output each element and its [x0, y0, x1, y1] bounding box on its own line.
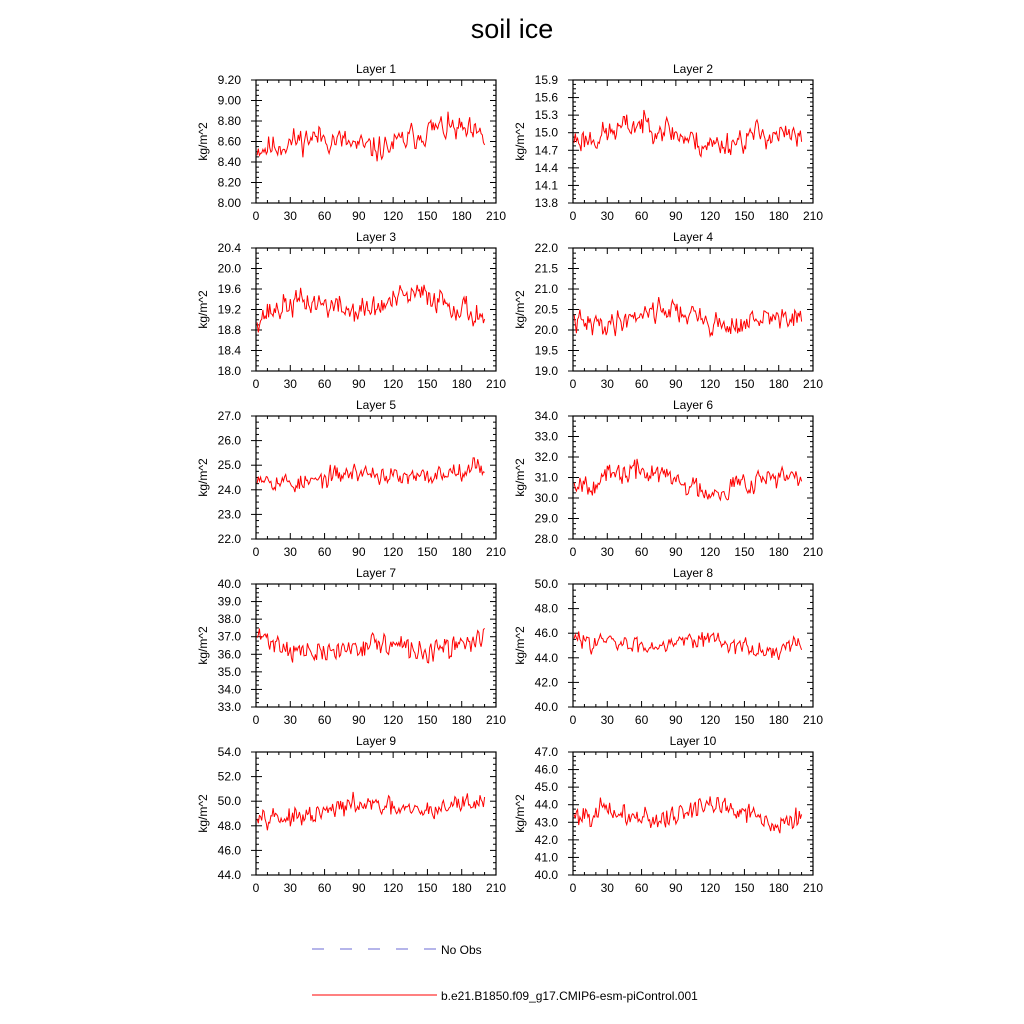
chart-8-y-tick-label: 50.0	[534, 577, 558, 591]
chart-3-y-tick-label: 19.2	[217, 302, 241, 317]
chart-5-x-tick-label: 90	[352, 545, 366, 559]
chart-2-y-tick-label: 15.0	[534, 125, 558, 140]
chart-7-x-tick-label: 150	[417, 713, 438, 727]
chart-2-plot-frame	[573, 80, 813, 203]
chart-8-x-tick-label: 120	[700, 713, 721, 727]
chart-5-plot-frame	[256, 416, 496, 539]
chart-8-x-tick-label: 90	[669, 713, 683, 727]
chart-4-y-axis-label: kg/m^2	[513, 290, 527, 329]
chart-7-y-tick-label: 38.0	[217, 612, 241, 627]
chart-6-y-tick-label: 32.0	[534, 450, 558, 464]
chart-7-x-tick-label: 210	[485, 713, 507, 727]
chart-6-x-tick-label: 210	[802, 545, 824, 559]
chart-9-y-tick-label: 50.0	[217, 794, 241, 809]
chart-6-y-tick-label: 33.0	[534, 429, 558, 444]
chart-4-x-tick-label: 90	[669, 377, 683, 391]
chart-6-x-tick-label: 0	[569, 545, 577, 559]
chart-10-y-tick-label: 44.0	[534, 797, 558, 812]
chart-6-x-tick-label: 90	[669, 545, 683, 559]
chart-2-y-tick-label: 15.3	[534, 108, 558, 123]
chart-4-y-tick-label: 20.0	[534, 323, 558, 337]
chart-8-y-axis-label: kg/m^2	[513, 626, 527, 665]
chart-6-y-tick-label: 30.0	[534, 491, 558, 505]
chart-3-y-axis-label: kg/m^2	[196, 290, 210, 329]
chart-5-x-tick-label: 120	[383, 545, 404, 559]
chart-1-x-tick-label: 120	[383, 209, 404, 223]
chart-10-series-line	[574, 796, 802, 833]
chart-6-x-tick-label: 30	[600, 545, 614, 559]
chart-3-title: Layer 3	[355, 230, 397, 244]
chart-10-x-tick-label: 60	[634, 881, 649, 895]
chart-2-y-tick-label: 15.6	[534, 90, 558, 105]
chart-7-y-tick-label: 34.0	[217, 682, 241, 697]
chart-5-x-tick-label: 150	[417, 545, 438, 559]
chart-5-y-axis-label: kg/m^2	[196, 458, 210, 497]
chart-5-x-tick-label: 30	[283, 545, 297, 559]
chart-10-y-tick-label: 41.0	[534, 850, 558, 865]
chart-7-x-tick-label: 90	[352, 713, 366, 727]
chart-5-x-tick-label: 180	[451, 545, 472, 559]
chart-2-x-tick-label: 210	[802, 209, 824, 223]
chart-10-x-tick-label: 0	[569, 881, 577, 895]
chart-4-x-tick-label: 120	[700, 377, 721, 391]
chart-8-y-tick-label: 48.0	[534, 601, 558, 616]
chart-7-x-tick-label: 120	[383, 713, 404, 727]
chart-5-x-tick-label: 210	[485, 545, 507, 559]
chart-5-series-line	[257, 458, 485, 492]
chart-2-y-tick-label: 13.8	[534, 196, 558, 210]
chart-10-y-tick-label: 47.0	[534, 745, 558, 759]
chart-3-x-tick-label: 0	[252, 377, 260, 391]
chart-4-y-tick-label: 19.5	[534, 343, 558, 358]
chart-7-y-tick-label: 39.0	[217, 594, 241, 609]
chart-10-x-tick-label: 120	[700, 881, 721, 895]
chart-4-x-tick-label: 210	[802, 377, 824, 391]
chart-9-x-tick-label: 60	[317, 881, 332, 895]
chart-7-y-tick-label: 36.0	[217, 647, 241, 662]
chart-8-x-tick-label: 30	[600, 713, 614, 727]
chart-8-title: Layer 8	[672, 566, 714, 580]
chart-3-y-tick-label: 19.6	[217, 282, 241, 296]
chart-4-y-tick-label: 21.0	[534, 282, 558, 296]
chart-3-y-tick-label: 20.4	[217, 241, 241, 255]
chart-10-x-tick-label: 210	[802, 881, 824, 895]
chart-1-x-tick-label: 30	[283, 209, 297, 223]
chart-3-x-tick-label: 120	[383, 377, 404, 391]
chart-8-series-line	[574, 632, 802, 660]
chart-2-x-tick-label: 180	[768, 209, 789, 223]
legend-obs-label: No Obs	[441, 943, 482, 957]
chart-9-x-tick-label: 150	[417, 881, 438, 895]
chart-1-y-tick-label: 8.60	[217, 134, 241, 149]
chart-10-y-tick-label: 40.0	[534, 868, 558, 882]
chart-1-x-tick-label: 0	[252, 209, 260, 223]
chart-7-x-tick-label: 30	[283, 713, 297, 727]
chart-9-x-tick-label: 210	[485, 881, 507, 895]
chart-10-y-tick-label: 43.0	[534, 815, 558, 830]
chart-1-x-tick-label: 180	[451, 209, 472, 223]
chart-5-y-tick-label: 22.0	[217, 532, 241, 546]
chart-9-x-tick-label: 90	[352, 881, 366, 895]
chart-10-y-tick-label: 45.0	[534, 780, 558, 795]
chart-10-y-axis-label: kg/m^2	[513, 794, 527, 833]
chart-6-x-tick-label: 180	[768, 545, 789, 559]
chart-2-x-tick-label: 60	[634, 209, 649, 223]
chart-9-x-tick-label: 30	[283, 881, 297, 895]
chart-9-x-tick-label: 0	[252, 881, 260, 895]
chart-2-x-tick-label: 0	[569, 209, 577, 223]
chart-3-y-tick-label: 18.4	[217, 343, 241, 358]
chart-4-y-tick-label: 19.0	[534, 364, 558, 378]
chart-8-y-tick-label: 42.0	[534, 675, 558, 690]
chart-1-x-tick-label: 60	[317, 209, 332, 223]
chart-7-x-tick-label: 180	[451, 713, 472, 727]
chart-2-y-axis-label: kg/m^2	[513, 122, 527, 161]
chart-5-y-tick-label: 24.0	[217, 482, 241, 497]
chart-10-title: Layer 10	[669, 734, 717, 748]
chart-10-x-tick-label: 30	[600, 881, 614, 895]
chart-1-x-tick-label: 90	[352, 209, 366, 223]
chart-7-y-tick-label: 37.0	[217, 629, 241, 644]
chart-8-x-tick-label: 180	[768, 713, 789, 727]
chart-4-x-tick-label: 30	[600, 377, 614, 391]
chart-3-x-tick-label: 60	[317, 377, 332, 391]
chart-1-y-tick-label: 8.20	[217, 175, 241, 190]
chart-6-y-axis-label: kg/m^2	[513, 458, 527, 497]
legend-model-label: b.e21.B1850.f09_g17.CMIP6-esm-piControl.001	[441, 989, 698, 1003]
chart-2-y-tick-label: 14.1	[534, 178, 558, 193]
chart-2-y-tick-label: 15.9	[534, 73, 558, 87]
chart-3-x-tick-label: 30	[283, 377, 297, 391]
chart-10-y-tick-label: 42.0	[534, 832, 558, 847]
chart-2-x-tick-label: 30	[600, 209, 614, 223]
chart-4-title: Layer 4	[672, 230, 714, 244]
chart-1-y-tick-label: 8.00	[217, 196, 241, 210]
chart-5-x-tick-label: 60	[317, 545, 332, 559]
chart-6-y-tick-label: 29.0	[534, 511, 558, 526]
chart-7-y-tick-label: 33.0	[217, 700, 241, 714]
chart-1-series-line	[257, 112, 485, 162]
chart-2-title: Layer 2	[672, 62, 714, 76]
chart-8-y-tick-label: 44.0	[534, 650, 558, 665]
chart-5-y-tick-label: 26.0	[217, 433, 241, 448]
chart-9-y-axis-label: kg/m^2	[196, 794, 210, 833]
chart-6-series-line	[574, 459, 802, 500]
chart-6-y-tick-label: 31.0	[534, 470, 558, 485]
chart-8-x-tick-label: 60	[634, 713, 649, 727]
chart-1-x-tick-label: 150	[417, 209, 438, 223]
chart-6-x-tick-label: 60	[634, 545, 649, 559]
chart-10-y-tick-label: 46.0	[534, 762, 558, 777]
chart-1-title: Layer 1	[355, 62, 397, 76]
chart-9-title: Layer 9	[355, 734, 397, 748]
chart-7-y-axis-label: kg/m^2	[196, 626, 210, 665]
chart-5-y-tick-label: 23.0	[217, 507, 241, 522]
chart-6-x-tick-label: 150	[734, 545, 755, 559]
chart-5-title: Layer 5	[355, 398, 397, 412]
chart-9-y-tick-label: 54.0	[217, 745, 241, 759]
chart-3-x-tick-label: 90	[352, 377, 366, 391]
chart-1-y-tick-label: 9.20	[217, 73, 241, 87]
chart-4-x-tick-label: 60	[634, 377, 649, 391]
chart-10-x-tick-label: 180	[768, 881, 789, 895]
chart-8-x-tick-label: 150	[734, 713, 755, 727]
chart-4-y-tick-label: 22.0	[534, 241, 558, 255]
chart-1-y-tick-label: 8.40	[217, 155, 241, 169]
chart-1-y-tick-label: 9.00	[217, 93, 241, 108]
chart-8-y-tick-label: 46.0	[534, 626, 558, 641]
chart-1-y-tick-label: 8.80	[217, 114, 241, 128]
chart-3-x-tick-label: 180	[451, 377, 472, 391]
chart-9-series-line	[257, 792, 485, 830]
chart-7-plot-frame	[256, 584, 496, 707]
chart-9-x-tick-label: 180	[451, 881, 472, 895]
chart-4-x-tick-label: 180	[768, 377, 789, 391]
chart-9-y-tick-label: 46.0	[217, 843, 241, 858]
chart-2-x-tick-label: 90	[669, 209, 683, 223]
chart-4-y-tick-label: 21.5	[534, 261, 558, 276]
chart-7-title: Layer 7	[355, 566, 397, 580]
chart-9-y-tick-label: 44.0	[217, 868, 241, 882]
chart-3-y-tick-label: 18.0	[217, 364, 241, 378]
chart-2-y-tick-label: 14.4	[534, 160, 558, 175]
chart-8-x-tick-label: 210	[802, 713, 824, 727]
chart-10-x-tick-label: 90	[669, 881, 683, 895]
chart-4-x-tick-label: 150	[734, 377, 755, 391]
chart-2-x-tick-label: 150	[734, 209, 755, 223]
chart-4-y-tick-label: 20.5	[534, 302, 558, 317]
chart-7-y-tick-label: 35.0	[217, 664, 241, 679]
chart-6-x-tick-label: 120	[700, 545, 721, 559]
chart-8-y-tick-label: 40.0	[534, 700, 558, 714]
chart-6-y-tick-label: 28.0	[534, 532, 558, 546]
chart-3-y-tick-label: 18.8	[217, 323, 241, 337]
chart-3-series-line	[257, 285, 485, 333]
chart-4-series-line	[574, 297, 802, 336]
chart-2-x-tick-label: 120	[700, 209, 721, 223]
chart-7-series-line	[257, 628, 485, 663]
chart-2-series-line	[574, 110, 802, 156]
chart-3-x-tick-label: 150	[417, 377, 438, 391]
figure-title: soil ice	[470, 14, 554, 44]
chart-8-x-tick-label: 0	[569, 713, 577, 727]
chart-5-y-tick-label: 25.0	[217, 458, 241, 473]
chart-9-x-tick-label: 120	[383, 881, 404, 895]
chart-7-y-tick-label: 40.0	[217, 577, 241, 591]
chart-3-x-tick-label: 210	[485, 377, 507, 391]
chart-10-x-tick-label: 150	[734, 881, 755, 895]
chart-5-x-tick-label: 0	[252, 545, 260, 559]
chart-9-y-tick-label: 52.0	[217, 769, 241, 784]
chart-5-y-tick-label: 27.0	[217, 409, 241, 423]
chart-4-x-tick-label: 0	[569, 377, 577, 391]
chart-6-title: Layer 6	[672, 398, 714, 412]
chart-2-y-tick-label: 14.7	[534, 143, 558, 158]
chart-3-y-tick-label: 20.0	[217, 261, 241, 276]
chart-1-y-axis-label: kg/m^2	[196, 122, 210, 161]
chart-1-x-tick-label: 210	[485, 209, 507, 223]
chart-7-x-tick-label: 60	[317, 713, 332, 727]
chart-7-x-tick-label: 0	[252, 713, 260, 727]
chart-9-y-tick-label: 48.0	[217, 818, 241, 833]
chart-6-y-tick-label: 34.0	[534, 409, 558, 423]
chart-4-plot-frame	[573, 248, 813, 371]
